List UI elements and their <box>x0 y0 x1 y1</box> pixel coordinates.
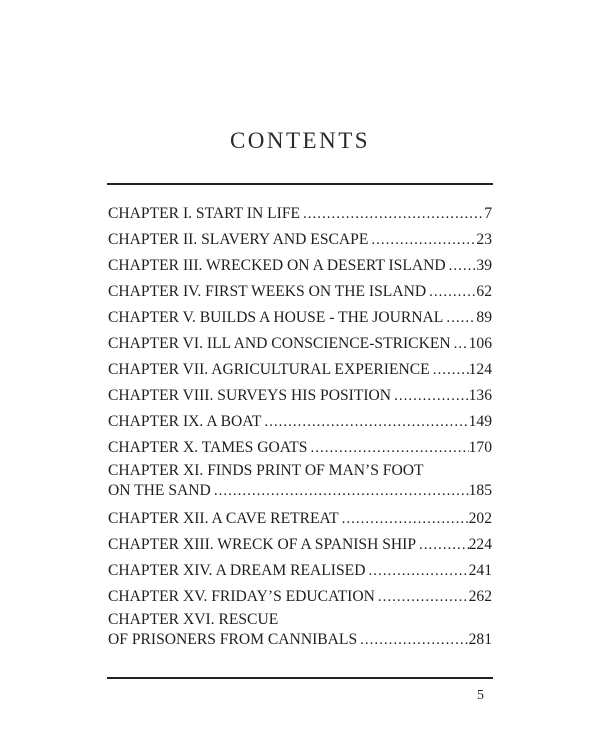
toc-entry-page: 124 <box>468 361 492 378</box>
dot-leader <box>261 410 468 435</box>
toc-entry-title: CHAPTER XIV. A DREAM REALISED <box>108 562 366 579</box>
toc-entry-page: 62 <box>476 283 492 300</box>
toc-entry <box>108 409 492 435</box>
toc-entry-title-continued: OF PRISONERS FROM CANNIBALS <box>108 631 358 648</box>
toc-entry-title: CHAPTER VI. ILL AND CONSCIENCE-STRICKEN <box>108 335 451 352</box>
toc-entry-title: CHAPTER IV. FIRST WEEKS ON THE ISLAND <box>108 283 427 300</box>
toc-entry <box>108 461 492 501</box>
toc-entry <box>108 357 492 383</box>
page-title: CONTENTS <box>229 128 371 153</box>
toc-entry-title: CHAPTER XVI. RESCUE <box>108 611 279 628</box>
dot-leader <box>446 254 477 279</box>
toc-entry <box>108 532 492 558</box>
toc-entry-page: 7 <box>484 205 492 222</box>
toc-entry-title: CHAPTER X. TAMES GOATS <box>108 439 308 456</box>
dot-leader <box>211 481 469 501</box>
toc-entry-page: 136 <box>468 387 492 404</box>
toc-entry <box>108 506 492 532</box>
toc-entry-title: CHAPTER II. SLAVERY AND ESCAPE <box>108 231 369 248</box>
dot-leader <box>300 202 484 227</box>
dot-leader <box>391 384 469 409</box>
toc-entry-title: CHAPTER XIII. WRECK OF A SPANISH SHIP <box>108 536 417 553</box>
toc-entry-page: 185 <box>468 482 492 499</box>
toc-entry-title: CHAPTER IX. A BOAT <box>108 413 262 430</box>
toc-entry-continuation <box>108 481 492 501</box>
toc-entry-page: 281 <box>468 631 492 648</box>
toc-entry <box>108 253 492 279</box>
toc-entry <box>108 610 492 650</box>
dot-leader <box>365 559 468 584</box>
toc-entry-page: 39 <box>476 257 492 274</box>
table-of-contents <box>108 201 492 655</box>
toc-entry-title: CHAPTER VIII. SURVEYS HIS POSITION <box>108 387 392 404</box>
toc-entry-title: CHAPTER XI. FINDS PRINT OF MAN’S FOOT <box>108 462 424 479</box>
toc-entry-page: 170 <box>468 439 492 456</box>
top-divider <box>107 183 493 185</box>
toc-entry <box>108 558 492 584</box>
toc-entry-page: 241 <box>468 562 492 579</box>
dot-leader <box>443 306 476 331</box>
bottom-divider <box>107 677 493 679</box>
toc-entry-page: 23 <box>476 231 492 248</box>
toc-entry-continuation <box>108 630 492 650</box>
toc-entry-page: 262 <box>468 588 492 605</box>
toc-entry-page: 149 <box>468 413 492 430</box>
toc-entry-title: CHAPTER I. START IN LIFE <box>108 205 301 222</box>
toc-entry <box>108 305 492 331</box>
page-number: 5 <box>477 688 484 703</box>
toc-entry-page: 89 <box>476 309 492 326</box>
toc-entry <box>108 383 492 409</box>
toc-entry-page: 202 <box>468 510 492 527</box>
dot-leader <box>307 436 468 461</box>
toc-entry <box>108 201 492 227</box>
toc-entry-title: CHAPTER XII. A CAVE RETREAT <box>108 510 339 527</box>
toc-entry <box>108 227 492 253</box>
dot-leader <box>357 630 468 650</box>
toc-entry <box>108 435 492 461</box>
toc-entry-title: CHAPTER V. BUILDS A HOUSE - THE JOURNAL <box>108 309 444 326</box>
dot-leader <box>368 228 476 253</box>
toc-entry-page: 106 <box>468 335 492 352</box>
toc-entry <box>108 331 492 357</box>
toc-entry-title: CHAPTER VII. AGRICULTURAL EXPERIENCE <box>108 361 430 378</box>
dot-leader <box>451 332 469 357</box>
toc-entry-title: CHAPTER XV. FRIDAY’S EDUCATION <box>108 588 375 605</box>
toc-entry-title: CHAPTER III. WRECKED ON A DESERT ISLAND <box>108 257 446 274</box>
toc-entry <box>108 584 492 610</box>
dot-leader <box>339 507 469 532</box>
dot-leader <box>430 358 469 383</box>
toc-entry <box>108 279 492 305</box>
toc-entry-page: 224 <box>468 536 492 553</box>
toc-entry-title-continued: ON THE SAND <box>108 482 211 499</box>
dot-leader <box>426 280 476 305</box>
dot-leader <box>416 533 469 558</box>
dot-leader <box>375 585 469 610</box>
